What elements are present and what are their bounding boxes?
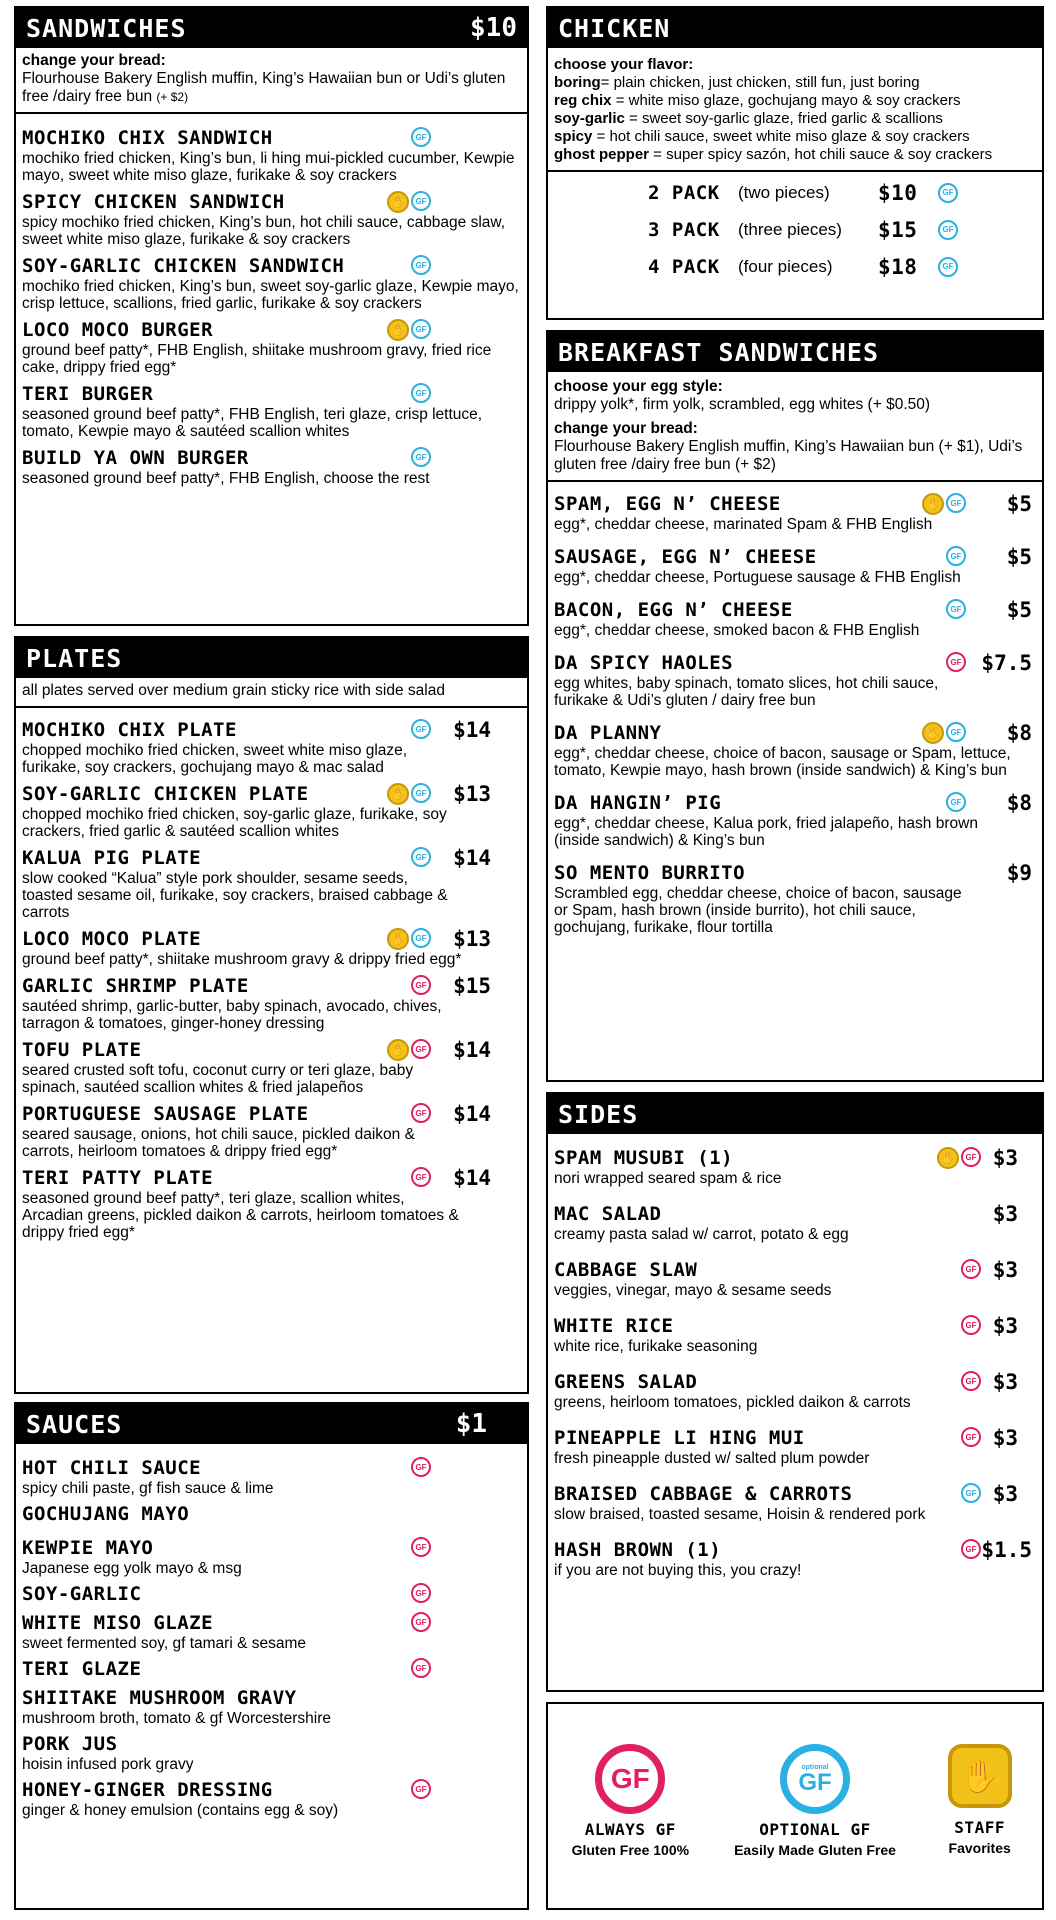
item-price: $14: [453, 1102, 491, 1126]
item-desc: egg*, cheddar cheese, Portuguese sausage & FHB English: [554, 569, 961, 586]
breakfast-list: [548, 482, 1042, 946]
menu-item: [22, 1582, 521, 1606]
breakfast-header: [548, 332, 1042, 372]
menu-item: [554, 1482, 1036, 1523]
item-name: BRAISED CABBAGE & CARROTS: [554, 1483, 853, 1505]
staff-favorite-icon: ✋: [387, 319, 409, 341]
item-price: $9: [1006, 861, 1032, 885]
pack-name: 2 PACK: [648, 181, 720, 204]
legend-sub: Gluten Free 100%: [571, 1842, 690, 1858]
chicken-title: CHICKEN: [558, 13, 671, 43]
flavor-key: reg chix: [554, 92, 612, 109]
optional-gf-icon: GF: [411, 928, 431, 948]
item-desc: Japanese egg yolk mayo & msg: [22, 1560, 242, 1577]
item-name: TERI PATTY PLATE: [22, 1167, 214, 1189]
menu-item: [22, 446, 521, 487]
staff-favorite-icon: ✋: [387, 783, 409, 805]
menu-item: [22, 974, 521, 1032]
item-name: SPAM, EGG N’ CHEESE: [554, 493, 781, 515]
chicken-panel: [546, 6, 1044, 320]
optional-label: optional: [801, 1763, 829, 1771]
pack-name: 3 PACK: [648, 218, 720, 241]
egg-label: choose your egg style:: [554, 378, 723, 395]
item-desc: slow braised, toasted sesame, Hoisin & rendered pork: [554, 1506, 926, 1523]
item-desc: seared sausage, onions, hot chili sauce, pickled daikon & carrots, heirloom tomatoes & drippy fried egg*: [22, 1126, 415, 1160]
item-name: PINEAPPLE LI HING MUI: [554, 1427, 805, 1449]
item-name: BACON, EGG N’ CHEESE: [554, 599, 793, 621]
item-desc: chopped mochiko fried chicken, soy-garlic glaze, furikake, soy crackers, fried garlic & sautéed scallion whites: [22, 806, 447, 840]
legend-title: ALWAYS GF: [584, 1820, 676, 1839]
optional-gf-icon: GF: [946, 493, 966, 513]
item-name: CABBAGE SLAW: [554, 1259, 698, 1281]
menu-item: [22, 927, 521, 968]
sauces-panel: [14, 1402, 529, 1910]
sandwiches-bread-note: [16, 48, 527, 114]
sides-header: [548, 1094, 1042, 1134]
item-price: $13: [453, 927, 491, 951]
pack-price: $15: [878, 217, 918, 242]
pack-sub: (four pieces): [738, 256, 833, 276]
item-name: LOCO MOCO BURGER: [22, 319, 214, 341]
item-desc: slow cooked “Kalua” style pork shoulder, sesame seeds, toasted sesame oil, furikake, soy crackers, braised cabbage & carrots: [22, 870, 448, 921]
item-name: SPAM MUSUBI (1): [554, 1147, 734, 1169]
sides-panel: [546, 1092, 1044, 1692]
optional-gf-icon: GF: [946, 722, 966, 742]
item-name: HASH BROWN (1): [554, 1539, 722, 1561]
menu-item: [22, 382, 521, 440]
item-name: KALUA PIG PLATE: [22, 847, 202, 869]
item-desc: veggies, vinegar, mayo & sesame seeds: [554, 1282, 832, 1299]
item-price: $14: [453, 1038, 491, 1062]
flavor-key: soy-garlic: [554, 110, 625, 127]
item-desc: egg whites, baby spinach, tomato slices, hot chili sauce, furikake & Udi’s gluten / dairy free bun: [554, 675, 939, 709]
item-name: SOY-GARLIC: [22, 1583, 142, 1605]
plates-panel: [14, 636, 529, 1394]
pack-sub: (two pieces): [738, 182, 830, 202]
staff-favorite-icon: ✋: [922, 493, 944, 515]
item-price: $14: [453, 718, 491, 742]
always-gf-icon: GF: [961, 1539, 981, 1559]
menu-item: [554, 492, 1036, 533]
bread-text: Flourhouse Bakery English muffin, King’s Hawaiian bun (+ $1), Udi’s gluten free /dairy free bun (+ $2): [554, 438, 1023, 473]
item-desc: spicy chili paste, gf fish sauce & lime: [22, 1480, 274, 1497]
item-desc: egg*, cheddar cheese, Kalua pork, fried jalapeño, hash brown (inside sandwich) & King’s bun: [554, 815, 978, 849]
item-name: MOCHIKO CHIX SANDWICH: [22, 127, 273, 149]
pack-row: [648, 211, 1042, 248]
staff-favorite-icon: ✋: [922, 722, 944, 744]
bread-label: change your bread:: [22, 52, 166, 69]
item-name: LOCO MOCO PLATE: [22, 928, 202, 950]
item-name: DA HANGIN’ PIG: [554, 792, 722, 814]
sandwiches-price: $10: [470, 13, 517, 43]
item-desc: seasoned ground beef patty*, FHB English, choose the rest: [22, 470, 430, 487]
staff-favorite-icon: ✋: [387, 928, 409, 950]
legend-title: STAFF: [954, 1818, 1005, 1837]
item-name: TERI GLAZE: [22, 1658, 142, 1680]
menu-item: [22, 1732, 521, 1773]
always-gf-icon: GF: [961, 1147, 981, 1167]
legend-sub: Easily Made Gluten Free: [734, 1842, 896, 1858]
item-desc: seasoned ground beef patty*, teri glaze, scallion whites, Arcadian greens, pickled daikon & carrots, heirloom tomatoes & drippy fried egg*: [22, 1190, 459, 1241]
item-name: TOFU PLATE: [22, 1039, 142, 1061]
chicken-packs: [548, 172, 1042, 285]
chicken-flavors: [548, 48, 1042, 172]
always-gf-icon: GF: [411, 1103, 431, 1123]
legend-optional-gf: [725, 1744, 905, 1858]
menu-item: [22, 782, 521, 840]
item-desc: ginger & honey emulsion (contains egg & soy): [22, 1802, 339, 1819]
item-desc: creamy pasta salad w/ carrot, potato & egg: [554, 1226, 849, 1243]
bread-text: Flourhouse Bakery English muffin, King’s Hawaiian bun or Udi’s gluten free /dairy free bun: [22, 70, 506, 105]
always-gf-icon: GF: [411, 1779, 431, 1799]
menu-item: [22, 718, 521, 776]
item-name: MOCHIKO CHIX PLATE: [22, 719, 237, 741]
item-desc: chopped mochiko fried chicken, sweet white miso glaze, furikake, soy crackers, gochujang mayo & mac salad: [22, 742, 408, 776]
item-name: SPICY CHICKEN SANDWICH: [22, 191, 285, 213]
bread-label: change your bread:: [554, 420, 698, 437]
item-name: KEWPIE MAYO: [22, 1537, 154, 1559]
item-price: $8: [1006, 791, 1032, 815]
item-desc: Scrambled egg, cheddar cheese, choice of bacon, sausage or Spam, hash brown (inside burrito), hot chili sauce, gochujang, furikake, flour tortilla: [554, 885, 962, 936]
menu-item: [554, 1258, 1036, 1299]
optional-gf-icon: GF: [411, 847, 431, 867]
optional-gf-icon: GF: [411, 255, 431, 275]
staff-favorite-icon: ✋: [948, 1744, 1012, 1808]
plates-title: PLATES: [26, 643, 123, 673]
optional-gf-icon: GF: [411, 447, 431, 467]
optional-gf-icon: GF: [411, 127, 431, 147]
item-price: $15: [453, 974, 491, 998]
flavor-desc: = sweet soy-garlic glaze, fried garlic & scallions: [624, 110, 943, 127]
always-gf-icon: GF: [946, 652, 966, 672]
menu-item: [554, 1426, 1036, 1467]
item-name: BUILD YA OWN BURGER: [22, 447, 249, 469]
menu-item: [554, 598, 1036, 639]
item-desc: if you are not buying this, you crazy!: [554, 1562, 802, 1579]
sandwiches-panel: [14, 6, 529, 626]
menu-item: [554, 1202, 1036, 1243]
optional-gf-icon: GF: [411, 719, 431, 739]
item-desc: ground beef patty*, shiitake mushroom gravy & drippy fried egg*: [22, 951, 462, 968]
item-name: DA SPICY HAOLES: [554, 652, 734, 674]
legend-staff-favorites: [930, 1744, 1030, 1856]
optional-gf-icon: GF: [938, 183, 958, 203]
chicken-header: [548, 8, 1042, 48]
menu-item: [554, 545, 1036, 586]
sides-title: SIDES: [558, 1099, 639, 1129]
sauces-price: $1: [455, 1409, 487, 1439]
item-price: $7.5: [981, 651, 1032, 675]
item-desc: seasoned ground beef patty*, FHB English, teri glaze, crisp lettuce, tomato, Kewpie mayo & sautéed scallion whites: [22, 406, 483, 440]
item-desc: egg*, cheddar cheese, marinated Spam & FHB English: [554, 516, 933, 533]
flavor-desc: = plain chicken, just chicken, still fun, just boring: [600, 74, 920, 91]
menu-item: [554, 791, 1036, 849]
pack-row: [648, 174, 1042, 211]
always-gf-icon: GF: [961, 1315, 981, 1335]
plates-header: [16, 638, 527, 678]
flavor-desc: = white miso glaze, gochujang mayo & soy crackers: [611, 92, 961, 109]
menu-item: [22, 318, 521, 376]
optional-gf-icon: GF: [411, 319, 431, 339]
item-desc: sweet fermented soy, gf tamari & sesame: [22, 1635, 306, 1652]
always-gf-icon: GF: [411, 1537, 431, 1557]
sauces-list: [16, 1444, 527, 1828]
menu-item: [22, 846, 521, 921]
item-name: WHITE RICE: [554, 1315, 674, 1337]
flavor-key: ghost pepper: [554, 146, 650, 163]
item-desc: mochiko fried chicken, King’s bun, sweet soy-garlic glaze, Kewpie mayo, crisp lettuce, scallions, fried garlic, furikake & soy crackers: [22, 278, 519, 312]
sandwiches-title: SANDWICHES: [26, 13, 187, 43]
breakfast-panel: [546, 330, 1044, 1082]
item-desc: spicy mochiko fried chicken, King’s bun, hot chili sauce, cabbage slaw, sweet white miso glaze, furikake & soy crackers: [22, 214, 506, 248]
item-price: $3: [992, 1146, 1018, 1170]
item-price: $3: [992, 1314, 1018, 1338]
item-price: $13: [453, 782, 491, 806]
staff-favorite-icon: ✋: [387, 191, 409, 213]
optional-gf-icon: GF: [411, 783, 431, 803]
flavor-label: choose your flavor:: [554, 56, 694, 73]
item-name: PORK JUS: [22, 1733, 118, 1755]
flavor-desc: = super spicy sazón, hot chili sauce & soy crackers: [649, 146, 993, 163]
menu-item: [22, 1536, 521, 1577]
pack-price: $18: [878, 254, 918, 279]
item-desc: seared crusted soft tofu, coconut curry or teri glaze, baby spinach, sautéed scallion whites & fried jalapeños: [22, 1062, 414, 1096]
item-name: WHITE MISO GLAZE: [22, 1612, 214, 1634]
optional-gf-icon: GF: [411, 383, 431, 403]
item-desc: fresh pineapple dusted w/ salted plum powder: [554, 1450, 870, 1467]
item-name: SO MENTO BURRITO: [554, 862, 746, 884]
menu-item: [554, 1370, 1036, 1411]
menu-item: [554, 861, 1036, 936]
pack-price: $10: [878, 180, 918, 205]
pack-row: [648, 248, 1042, 285]
menu-item: [22, 1778, 521, 1819]
breakfast-title: BREAKFAST SANDWICHES: [558, 337, 880, 367]
item-name: PORTUGUESE SAUSAGE PLATE: [22, 1103, 309, 1125]
item-desc: mochiko fried chicken, King’s bun, li hing mui-pickled cucumber, Kewpie mayo, sweet white miso glaze, furikake & soy crackers: [22, 150, 515, 184]
pack-sub: (three pieces): [738, 219, 842, 239]
menu-item: [22, 1502, 521, 1526]
menu-item: [22, 1611, 521, 1652]
always-gf-icon: GF: [411, 1612, 431, 1632]
item-price: $3: [992, 1258, 1018, 1282]
menu-item: [554, 1538, 1036, 1579]
sandwiches-list: [16, 114, 527, 497]
item-price: $5: [1006, 492, 1032, 516]
sauces-header: [16, 1404, 527, 1444]
item-name: MAC SALAD: [554, 1203, 662, 1225]
item-price: $5: [1006, 545, 1032, 569]
item-price: $8: [1006, 721, 1032, 745]
always-gf-icon: GF: [411, 1583, 431, 1603]
item-price: $3: [992, 1426, 1018, 1450]
legend-always-gf: [560, 1744, 700, 1858]
item-name: SHIITAKE MUSHROOM GRAVY: [22, 1687, 297, 1709]
item-desc: hoisin infused pork gravy: [22, 1756, 194, 1773]
plates-list: [16, 708, 527, 1251]
item-desc: greens, heirloom tomatoes, pickled daikon & carrots: [554, 1394, 911, 1411]
menu-item: [554, 721, 1036, 779]
menu-item: [22, 254, 521, 312]
item-price: $14: [453, 846, 491, 870]
item-desc: egg*, cheddar cheese, smoked bacon & FHB English: [554, 622, 920, 639]
optional-gf-icon: GF: [946, 792, 966, 812]
plates-note: all plates served over medium grain sticky rice with side salad: [16, 678, 527, 708]
item-price: $3: [992, 1202, 1018, 1226]
item-name: DA PLANNY: [554, 722, 662, 744]
menu-item: [22, 1102, 521, 1160]
optional-gf-icon: GF: [411, 191, 431, 211]
menu-item: [22, 1456, 521, 1497]
always-gf-icon: GF: [411, 1167, 431, 1187]
item-name: GARLIC SHRIMP PLATE: [22, 975, 249, 997]
menu-item: [554, 1146, 1036, 1187]
legend-panel: [546, 1702, 1044, 1910]
menu-item: [22, 126, 521, 184]
flavor-key: spicy: [554, 128, 593, 145]
staff-favorite-icon: ✋: [937, 1147, 959, 1169]
always-gf-icon: GF: [961, 1427, 981, 1447]
item-desc: nori wrapped seared spam & rice: [554, 1170, 782, 1187]
item-price: $5: [1006, 598, 1032, 622]
menu-item: [554, 651, 1036, 709]
menu-item: [22, 190, 521, 248]
item-name: SOY-GARLIC CHICKEN SANDWICH: [22, 255, 345, 277]
always-gf-icon: GF: [411, 1457, 431, 1477]
item-desc: white rice, furikake seasoning: [554, 1338, 758, 1355]
breakfast-note: [548, 372, 1042, 482]
always-gf-icon: GF: [595, 1744, 665, 1814]
item-desc: sautéed shrimp, garlic-butter, baby spinach, avocado, chives, tarragon & tomatoes, ginger-honey dressing: [22, 998, 442, 1032]
optional-gf-text: GF: [798, 1768, 832, 1796]
optional-gf-icon: GF: [938, 220, 958, 240]
item-price: $3: [992, 1482, 1018, 1506]
always-gf-icon: GF: [961, 1371, 981, 1391]
always-gf-icon: GF: [411, 975, 431, 995]
sauces-title: SAUCES: [26, 1409, 123, 1439]
legend-sub: Favorites: [948, 1840, 1011, 1856]
item-price: $14: [453, 1166, 491, 1190]
menu-item: [22, 1166, 521, 1241]
flavor-key: boring: [554, 74, 601, 91]
always-gf-icon: GF: [411, 1658, 431, 1678]
optional-gf-icon: [780, 1744, 850, 1814]
menu-item: [22, 1686, 521, 1727]
item-name: SOY-GARLIC CHICKEN PLATE: [22, 783, 309, 805]
optional-gf-icon: GF: [946, 599, 966, 619]
menu-item: [22, 1038, 521, 1096]
optional-gf-icon: GF: [946, 546, 966, 566]
item-name: HOT CHILI SAUCE: [22, 1457, 202, 1479]
optional-gf-icon: GF: [961, 1483, 981, 1503]
item-name: GOCHUJANG MAYO: [22, 1503, 190, 1525]
item-desc: ground beef patty*, FHB English, shiitake mushroom gravy, fried rice cake, drippy fried egg*: [22, 342, 492, 376]
always-gf-icon: GF: [961, 1259, 981, 1279]
staff-favorite-icon: ✋: [387, 1039, 409, 1061]
item-name: HONEY-GINGER DRESSING: [22, 1779, 273, 1801]
bread-extra: (+ $2): [156, 90, 189, 104]
menu-item: [554, 1314, 1036, 1355]
item-desc: mushroom broth, tomato & gf Worcestershire: [22, 1710, 331, 1727]
sides-list: [548, 1134, 1042, 1589]
optional-gf-icon: GF: [938, 257, 958, 277]
menu-item: [22, 1657, 521, 1681]
item-price: $1.5: [981, 1538, 1032, 1562]
sandwiches-header: [16, 8, 527, 48]
always-gf-icon: GF: [411, 1039, 431, 1059]
pack-name: 4 PACK: [648, 255, 720, 278]
item-name: TERI BURGER: [22, 383, 154, 405]
item-name: SAUSAGE, EGG N’ CHEESE: [554, 546, 817, 568]
egg-text: drippy yolk*, firm yolk, scrambled, egg whites (+ $0.50): [554, 396, 931, 413]
item-name: GREENS SALAD: [554, 1371, 698, 1393]
legend-title: OPTIONAL GF: [759, 1820, 871, 1839]
item-price: $3: [992, 1370, 1018, 1394]
flavor-desc: = hot chili sauce, sweet white miso glaze & soy crackers: [592, 128, 970, 145]
item-desc: egg*, cheddar cheese, choice of bacon, sausage or Spam, lettuce, tomato, Kewpie mayo, hash brown (inside sandwich) & King’s bun: [554, 745, 1011, 779]
